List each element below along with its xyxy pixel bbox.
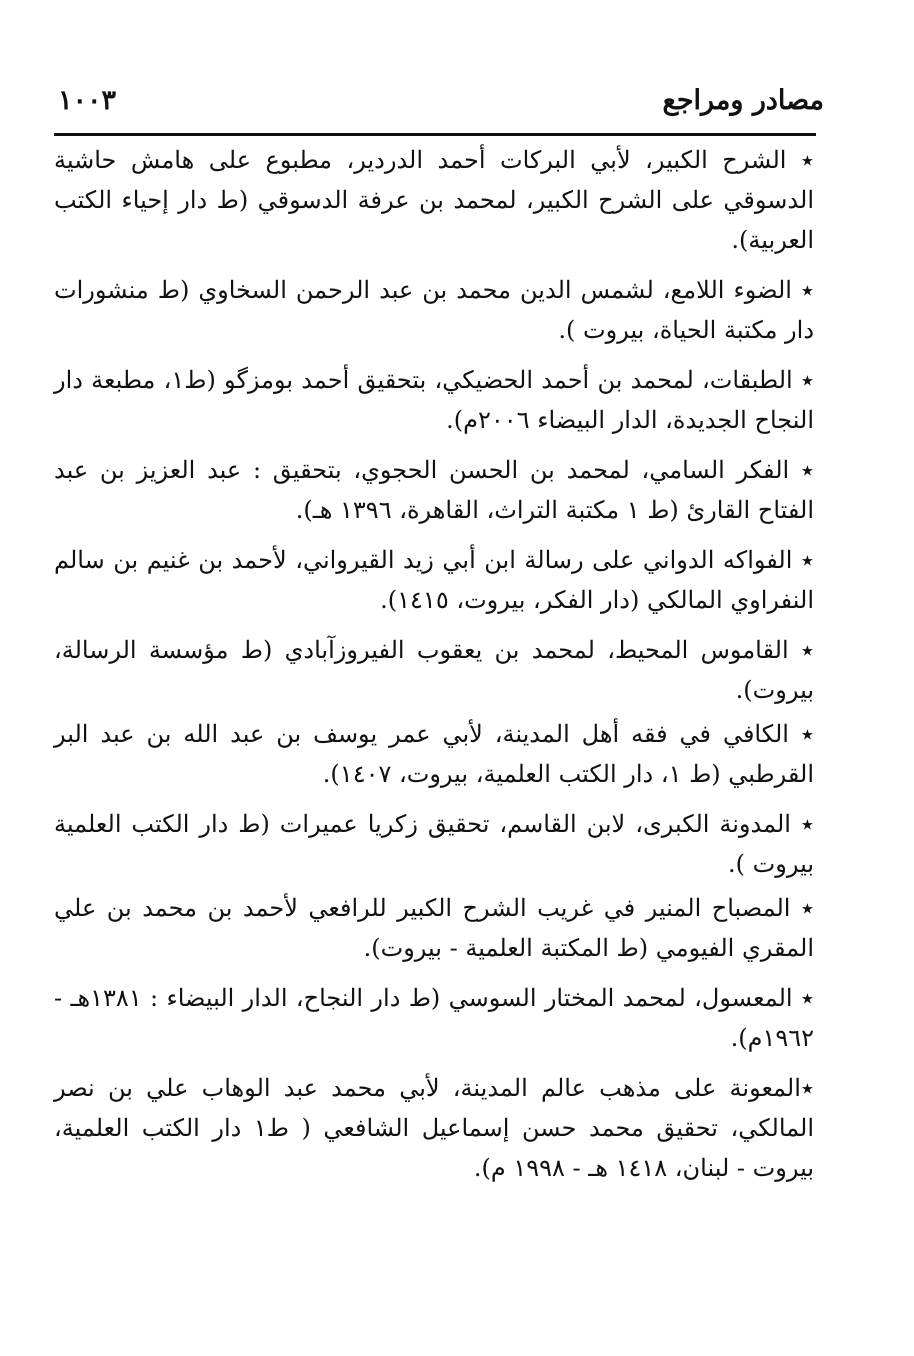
bibliography-entry: ٭ الكافي في فقه أهل المدينة، لأبي عمر يوسف بن عبد الله بن عبد البر القرطبي (ط ١، دار الكتب العلمية، بيروت، ١٤٠٧). (54, 720, 814, 788)
bibliography-entry: ٭المعونة على مذهب عالم المدينة، لأبي محمد عبد الوهاب علي بن نصر المالكي، تحقيق محمد حسن إسماعيل الشافعي ( ط١ دار الكتب العلمية، بيروت - لبنان، ١٤١٨ هـ - ١٩٩٨ م). (54, 1074, 815, 1182)
bibliography-entry: ٭ الطبقات، لمحمد بن أحمد الحضيكي، بتحقيق أحمد بومزگو (ط١، مطبعة دار النجاح الجديدة، الدار البيضاء ٢٠٠٦م). (54, 366, 814, 434)
bibliography-entry: ٭ الفكر السامي، لمحمد بن الحسن الحجوي، بتحقيق : عبد العزيز بن عبد الفتاح القارئ (ط ١ مكتبة التراث، القاهرة، ١٣٩٦ هـ). (54, 456, 814, 524)
bibliography-list (54, 140, 814, 1198)
page-number: ١٠٠٣ (58, 84, 117, 116)
running-title: مصادر ومراجع (662, 84, 824, 116)
bibliography-entry: ٭ الضوء اللامع، لشمس الدين محمد بن عبد الرحمن السخاوي (ط منشورات دار مكتبة الحياة، بيروت ). (54, 276, 814, 344)
bibliography-entry: ٭ المصباح المنير في غريب الشرح الكبير للرافعي لأحمد بن محمد بن علي المقري الفيومي (ط المكتبة العلمية - بيروت). (54, 894, 814, 962)
bibliography-entry: ٭ المدونة الكبرى، لابن القاسم، تحقيق زكريا عميرات (ط دار الكتب العلمية بيروت ). (54, 810, 814, 878)
header-rule (54, 133, 816, 136)
bibliography-entry: ٭ الفواكه الدواني على رسالة ابن أبي زيد القيرواني، لأحمد بن غنيم بن سالم النفراوي المالكي (دار الفكر، بيروت، ١٤١٥). (54, 546, 814, 614)
bibliography-entry: ٭ القاموس المحيط، لمحمد بن يعقوب الفيروزآبادي (ط مؤسسة الرسالة، بيروت). (54, 636, 814, 704)
bibliography-entry: ٭ المعسول، لمحمد المختار السوسي (ط دار النجاح، الدار البيضاء : ١٣٨١هـ - ١٩٦٢م). (54, 984, 814, 1052)
bibliography-entry: ٭ الشرح الكبير، لأبي البركات أحمد الدردير، مطبوع على هامش حاشية الدسوقي على الشرح الكبير، لمحمد بن عرفة الدسوقي (ط دار إحياء الكتب العربية). (54, 146, 814, 254)
running-header (58, 78, 824, 122)
